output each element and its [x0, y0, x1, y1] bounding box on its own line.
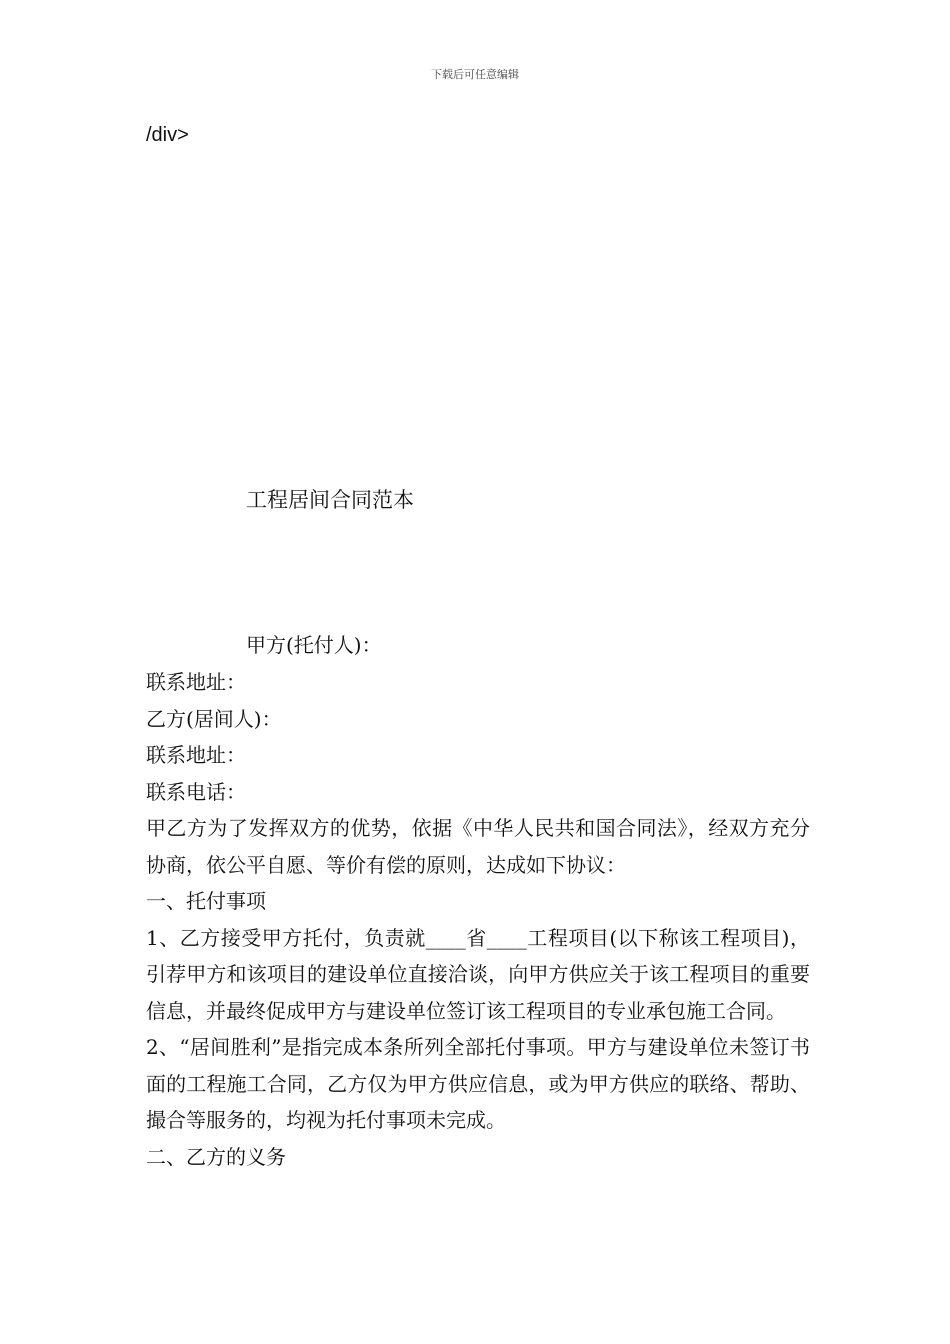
contact-phone-line: 联系电话： [146, 779, 246, 804]
section-heading: 一、托付事项 [146, 889, 266, 913]
document-title: 工程居间合同范本 [246, 488, 414, 512]
contact-address-line: 联系地址： [146, 670, 246, 694]
clause-paragraph: 1、乙方接受甲方托付，负责就____省____工程项目(以下称该工程项目)，引荐甲方和该项目的建设单位直接洽谈，向甲方供应关于该工程项目的重要信息，并最终促成甲方与建设单位签订该工程项目的专业承包施工合同。 [146, 925, 810, 1023]
clause-paragraph: 2、“居间胜利”是指完成本条所列全部托付事项。甲方与建设单位未签订书面的工程施工合同，乙方仅为甲方供应信息，或为甲方供应的联络、帮助、撮合等服务的，均视为托付事项未完成。 [146, 1035, 810, 1132]
document-body [146, 664, 810, 1175]
section-heading: 二、乙方的义务 [146, 1144, 286, 1169]
party-b-label: 乙方(居间人)： [146, 706, 282, 731]
contact-address-line: 联系地址： [146, 743, 246, 767]
stray-markup-text: /div> [146, 124, 189, 146]
page-header-note: 下载后可任意编辑 [431, 68, 519, 81]
party-a-label: 甲方(托付人)： [246, 633, 382, 657]
preamble-paragraph: 甲乙方为了发挥双方的优势，依据《中华人民共和国合同法》，经双方充分协商，依公平自愿、等价有偿的原则，达成如下协议： [146, 816, 810, 877]
